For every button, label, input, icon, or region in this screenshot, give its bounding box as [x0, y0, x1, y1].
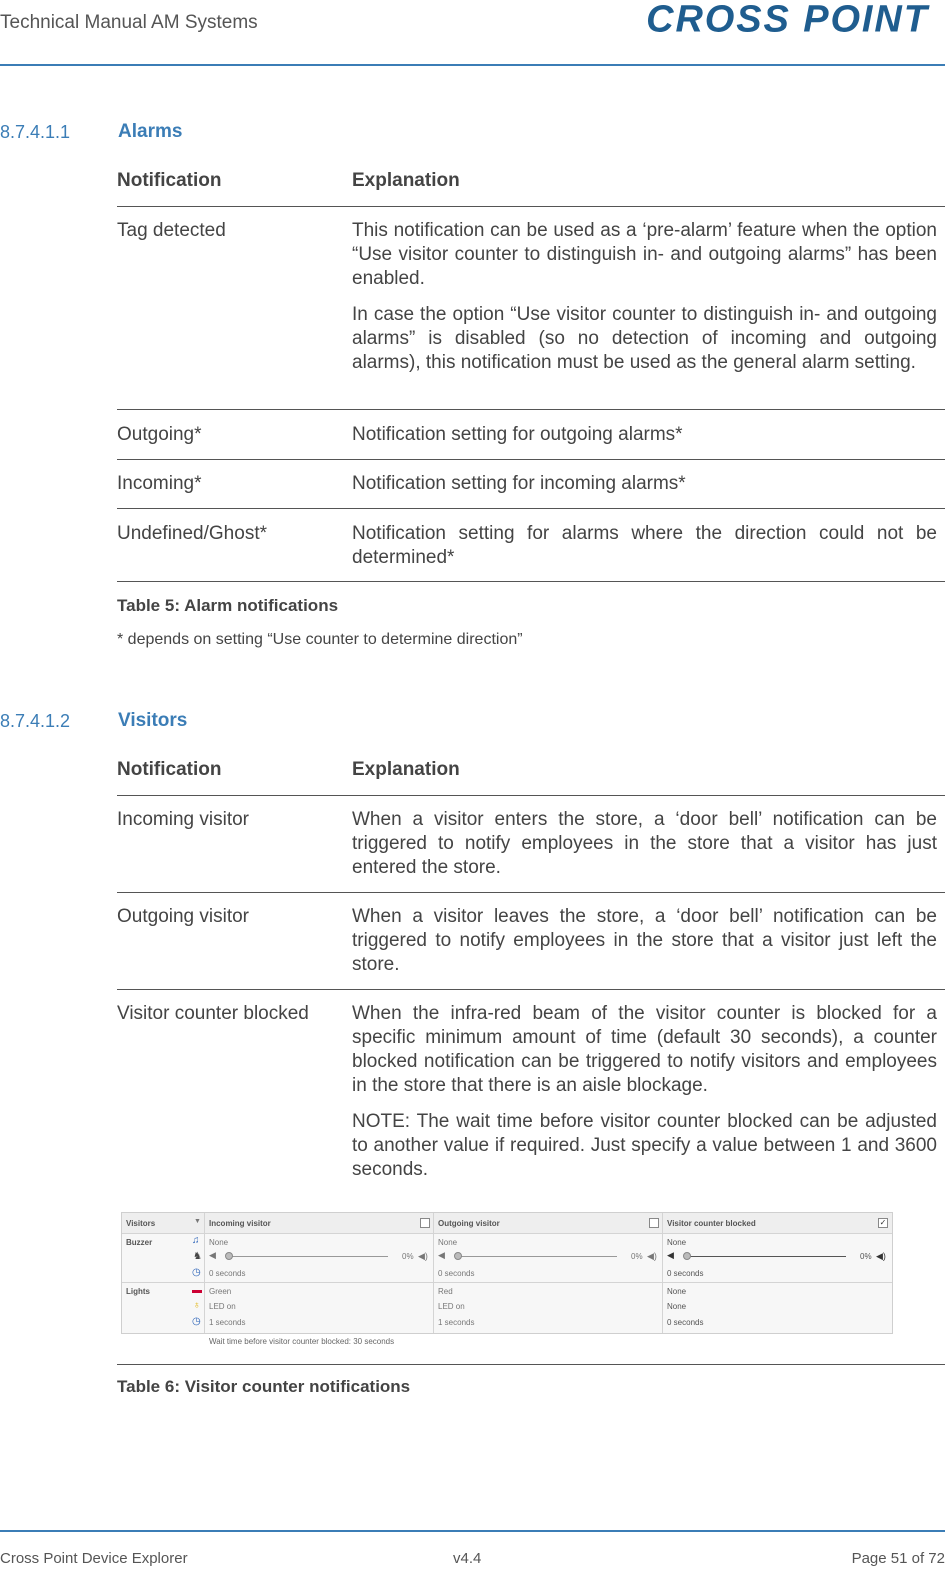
outgoing-light[interactable]: Red	[438, 1287, 453, 1296]
incoming-duration: 0 seconds	[209, 1269, 246, 1278]
table-row-explanation: Notification setting for outgoing alarms*	[352, 424, 683, 445]
explanation-paragraph: This notification can be used as a ‘pre-alarm’ feature when the option “Use visitor counter to distinguish in- and outgoing alarms” has been enabled.	[352, 220, 937, 289]
col-header-explanation: Explanation	[352, 759, 460, 780]
outgoing-led[interactable]: LED on	[438, 1302, 465, 1311]
screenshot-col-visitors: Visitors	[126, 1219, 156, 1228]
header-rule	[0, 64, 945, 66]
table-rule	[117, 581, 945, 582]
slider-handle[interactable]	[454, 1252, 462, 1260]
slider-handle[interactable]	[225, 1252, 233, 1260]
outgoing-checkbox[interactable]	[649, 1218, 659, 1228]
lightbulb-icon: ♁	[193, 1300, 201, 1311]
blocked-light-duration: 0 seconds	[667, 1318, 704, 1327]
table-row-explanation	[352, 1002, 937, 1182]
blocked-volume: 0%	[860, 1252, 872, 1261]
blocked-sound[interactable]: None	[667, 1238, 687, 1247]
table-row-name: Tag detected	[117, 220, 226, 241]
table-row-name: Incoming*	[117, 473, 202, 494]
table-rule	[117, 206, 945, 207]
blocked-light[interactable]: None	[667, 1287, 687, 1296]
section-number: 8.7.4.1.1	[0, 122, 71, 142]
table-row-explanation	[352, 219, 937, 375]
table-rule	[117, 508, 945, 509]
table-rule	[117, 795, 945, 796]
screenshot-col-incoming: Incoming visitor	[209, 1219, 271, 1228]
screenshot-row-lights: Lights	[126, 1287, 150, 1296]
blocked-duration: 0 seconds	[667, 1269, 704, 1278]
slider-handle[interactable]	[683, 1252, 691, 1260]
outgoing-sound[interactable]: None	[438, 1238, 458, 1247]
bell-icon: ♞	[193, 1251, 202, 1262]
incoming-checkbox[interactable]	[420, 1218, 430, 1228]
dropdown-icon: ▼	[194, 1218, 201, 1225]
wait-time-note: Wait time before visitor counter blocked: 30 seconds	[209, 1337, 395, 1346]
color-icon: ▬	[192, 1285, 202, 1296]
document-title: Technical Manual AM Systems	[0, 12, 258, 33]
col-header-explanation: Explanation	[352, 170, 460, 191]
table-row-explanation: Notification setting for incoming alarms*	[352, 473, 686, 494]
col-header-notification: Notification	[117, 170, 222, 191]
table-rule	[117, 892, 945, 893]
table-caption: Table 6: Visitor counter notifications	[117, 1377, 411, 1396]
incoming-light[interactable]: Green	[209, 1287, 232, 1296]
footer-page-number: Page 51 of 72	[851, 1550, 945, 1567]
music-note-icon: ♫	[192, 1235, 200, 1246]
speaker-mute-icon: ◀	[667, 1250, 674, 1260]
table-rule	[117, 1364, 945, 1365]
speaker-icon: ◀)	[418, 1251, 428, 1261]
table-caption: Table 5: Alarm notifications	[117, 596, 339, 615]
outgoing-light-duration: 1 seconds	[438, 1318, 475, 1327]
section-title: Visitors	[118, 710, 188, 731]
table-footnote: * depends on setting “Use counter to determine direction”	[117, 631, 523, 648]
speaker-icon: ◀)	[876, 1251, 886, 1261]
footer-product: Cross Point Device Explorer	[0, 1550, 188, 1567]
section-title: Alarms	[118, 121, 183, 142]
table-rule	[117, 989, 945, 990]
screenshot-row-buzzer: Buzzer	[126, 1238, 153, 1247]
visitor-notification-screenshot	[121, 1212, 893, 1334]
footer-version: v4.4	[453, 1550, 482, 1567]
section-number: 8.7.4.1.2	[0, 711, 71, 731]
table-row-name: Visitor counter blocked	[117, 1003, 309, 1024]
table-row-name: Incoming visitor	[117, 809, 249, 830]
outgoing-volume-slider[interactable]	[455, 1256, 617, 1257]
explanation-paragraph: When the infra-red beam of the visitor counter is blocked for a specific minimum amount of time (default 30 seconds), a counter blocked notification can be triggered to notify visitors and employees in the store that there is an aisle blockage.	[352, 1003, 937, 1096]
table-row-name: Undefined/Ghost*	[117, 523, 267, 544]
outgoing-duration: 0 seconds	[438, 1269, 475, 1278]
screenshot-col-outgoing: Outgoing visitor	[438, 1219, 500, 1228]
cross-point-logo	[609, 0, 939, 38]
incoming-light-duration: 1 seconds	[209, 1318, 246, 1327]
incoming-volume-slider[interactable]	[226, 1256, 388, 1257]
table-row-explanation: When a visitor leaves the store, a ‘door bell’ notification can be triggered to notify employees in the store that a visitor just left the store.	[352, 906, 937, 975]
clock-icon: ◷	[192, 1316, 201, 1327]
outgoing-volume: 0%	[631, 1252, 643, 1261]
incoming-sound[interactable]: None	[209, 1238, 229, 1247]
table-rule	[117, 459, 945, 460]
blocked-checkbox-checked[interactable]: ✓	[879, 1218, 887, 1227]
table-row-name: Outgoing*	[117, 424, 202, 445]
blocked-volume-slider[interactable]	[684, 1256, 846, 1257]
screenshot-col-blocked: Visitor counter blocked	[667, 1219, 756, 1228]
blocked-led[interactable]: None	[667, 1302, 687, 1311]
speaker-mute-icon: ◀	[209, 1250, 216, 1260]
table-rule	[117, 409, 945, 410]
clock-icon: ◷	[192, 1267, 201, 1278]
incoming-volume: 0%	[402, 1252, 414, 1261]
speaker-mute-icon: ◀	[438, 1250, 445, 1260]
table-row-explanation: When a visitor enters the store, a ‘door bell’ notification can be triggered to notify employees in the store that a visitor has just entered the store.	[352, 809, 937, 878]
incoming-led[interactable]: LED on	[209, 1302, 236, 1311]
svg-text:CROSS POINT: CROSS POINT	[646, 0, 929, 38]
col-header-notification: Notification	[117, 759, 222, 780]
speaker-icon: ◀)	[647, 1251, 657, 1261]
explanation-paragraph: NOTE: The wait time before visitor counter blocked can be adjusted to another value if required. Just specify a value between 1 and 3600 seconds.	[352, 1111, 937, 1180]
footer-rule	[0, 1530, 945, 1532]
table-row-name: Outgoing visitor	[117, 906, 250, 927]
table-row-explanation: Notification setting for alarms where the direction could not be determined*	[352, 523, 937, 568]
explanation-paragraph: In case the option “Use visitor counter to distinguish in- and outgoing alarms” is disabled (so no detection of incoming and outgoing alarms), this notification must be used as the general alarm setting.	[352, 304, 937, 373]
